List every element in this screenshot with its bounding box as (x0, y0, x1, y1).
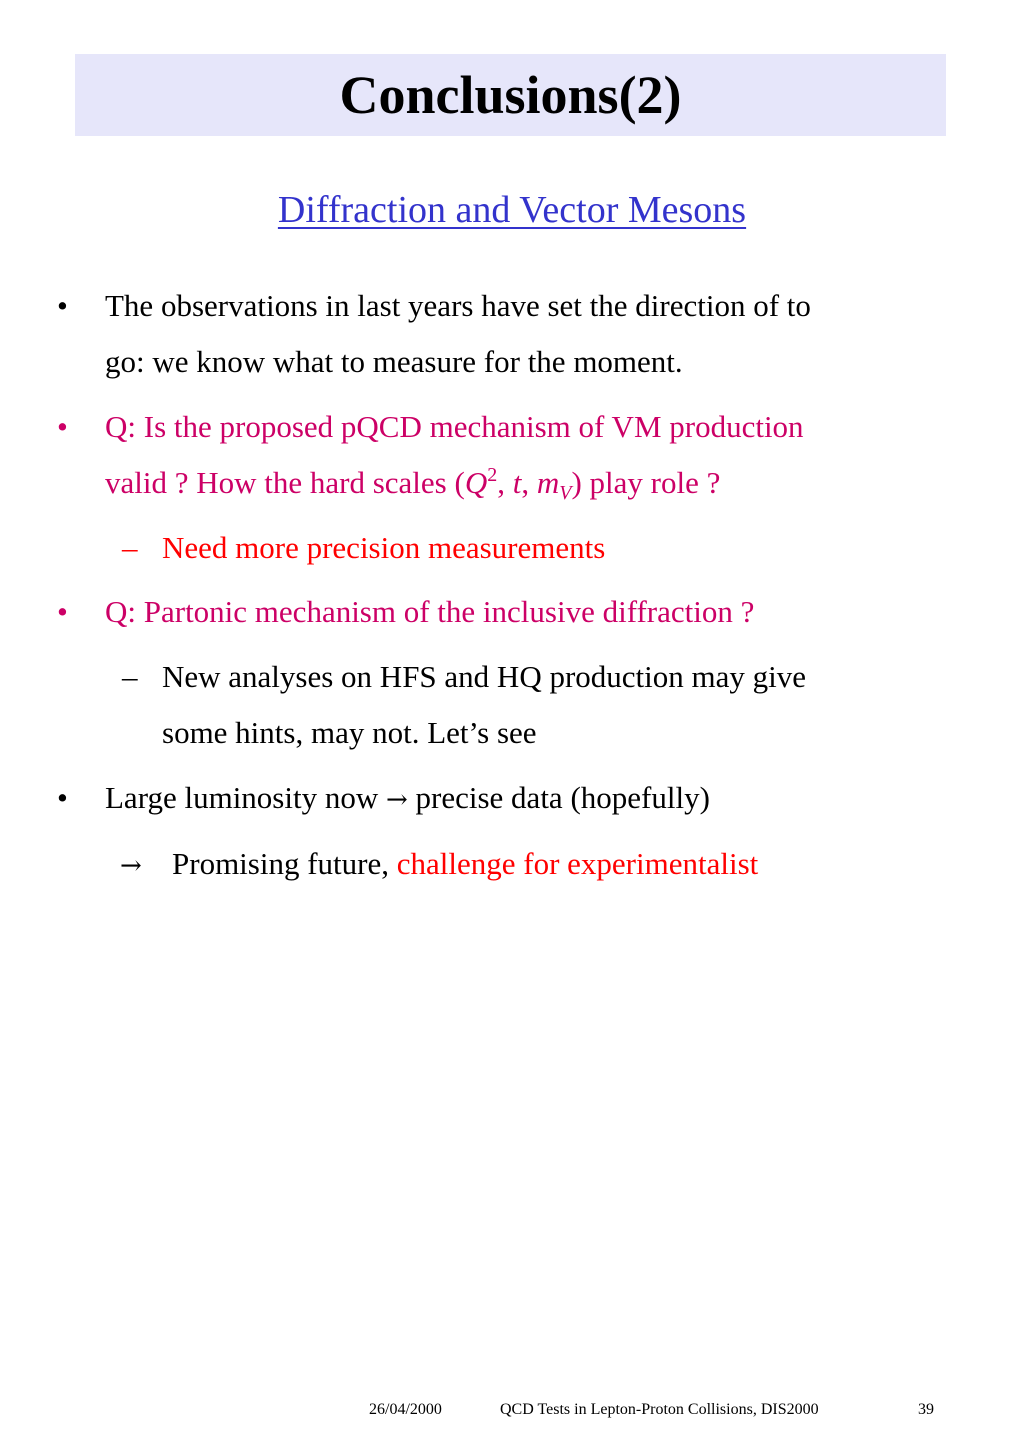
subbullet-analyses-line1: New analyses on HFS and HQ production may give (162, 659, 807, 694)
separator: , (497, 465, 513, 500)
section-subtitle-text: Diffraction and Vector Mesons (277, 189, 747, 231)
title-banner (75, 54, 946, 136)
bullet-observations-line2: go: we know what to measure for the moment. (105, 344, 683, 379)
section-subtitle (0, 188, 1024, 234)
bullet-luminosity (57, 770, 985, 828)
bullet-observations-line1: The observations in last years have set the direction of to (105, 288, 811, 323)
bullet-marker: • (57, 780, 68, 815)
dash-marker: – (122, 659, 138, 694)
subbullet-precision (122, 520, 982, 576)
conclusion-line (120, 836, 758, 894)
symbol-t: t (512, 465, 522, 500)
slide-title: Conclusions(2) (339, 65, 682, 125)
bullet-pqcd-line1: Q: Is the proposed pQCD mechanism of VM production (105, 409, 804, 444)
luminosity-text-before: Large luminosity now (105, 780, 386, 815)
luminosity-text-after: precise data (hopefully) (407, 780, 710, 815)
subbullet-analyses (122, 649, 982, 761)
footer-event: QCD Tests in Lepton-Proton Collisions, DIS2000 (500, 1401, 819, 1418)
bullet-partonic-question (57, 584, 985, 640)
bullet-pqcd-line2 (105, 455, 985, 511)
subbullet-precision-text: Need more precision measurements (162, 530, 606, 565)
right-arrow-icon: → (120, 851, 142, 881)
symbol-m: m (536, 465, 560, 500)
symbol-v: V (559, 482, 572, 504)
subbullet-analyses-line2: some hints, may not. Let’s see (162, 715, 537, 750)
bullet-observations (57, 278, 985, 390)
conclusion-highlight: challenge for experimentalist (396, 846, 759, 881)
separator: , (521, 465, 537, 500)
footer-page-number: 39 (918, 1401, 934, 1418)
bullet-pqcd-line2-after: ) play role ? (571, 465, 721, 500)
bullet-marker: • (57, 594, 68, 629)
dash-marker: – (122, 530, 138, 565)
bullet-partonic-text: Q: Partonic mechanism of the inclusive diffraction ? (105, 594, 755, 629)
symbol-q-exponent: 2 (487, 464, 498, 486)
right-arrow-icon: → (385, 785, 408, 815)
bullet-luminosity-text (105, 770, 985, 828)
bullet-marker: • (57, 409, 68, 444)
symbol-m-subscript (559, 482, 571, 504)
symbol-q: Q (464, 465, 488, 500)
bullet-pqcd-question (57, 399, 985, 511)
footer-date: 26/04/2000 (369, 1401, 442, 1418)
bullet-pqcd-line2-before: valid ? How the hard scales ( (105, 465, 465, 500)
bullet-marker: • (57, 288, 68, 323)
conclusion-text: Promising future, (172, 846, 397, 881)
